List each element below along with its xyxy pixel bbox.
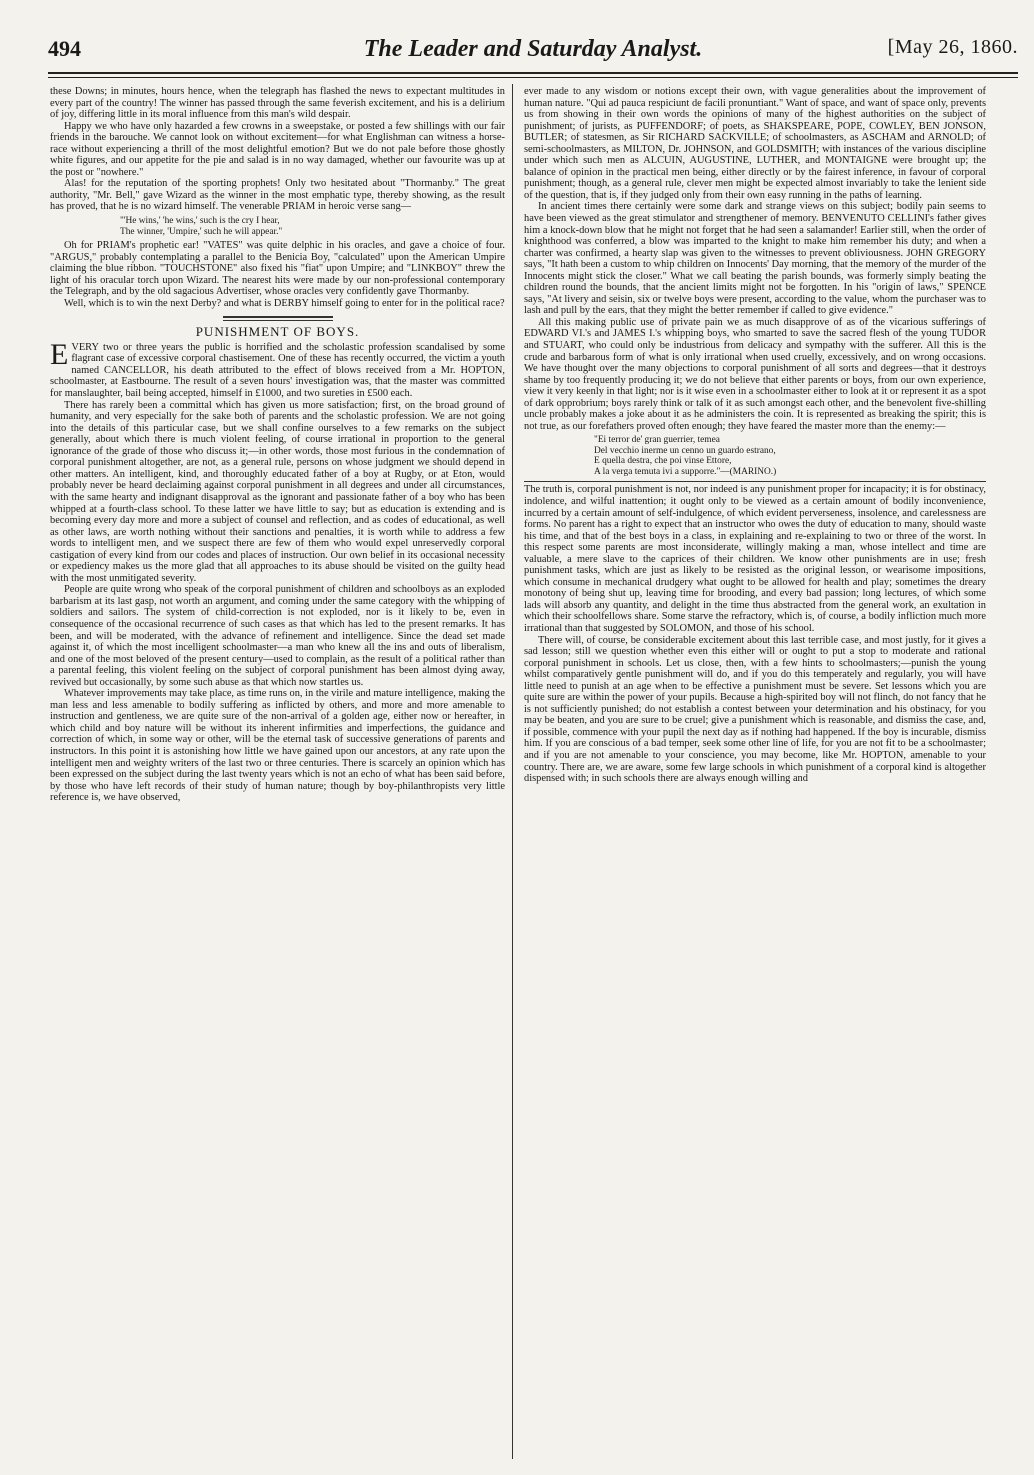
paragraph: The truth is, corporal punishment is not, nor indeed is any punishment proper for incapacity; it is for obstinacy, indolence, and wilful inattention; it ought only to be viewed as a certain amount of bodily inconvenience, incurred by a certain amount of self-indulgence, of which evident perverseness, insolence, and carelessness are forms. No parent has a right to expect that an instructor who owes the duty of education to many, should waste his time, and that of the best boys in a class, in explaining and re-explaining to two or three of the worst. In this respect some parents are most inconsiderate, willingly making a man, whose intellect and time are valuable, a mere slave to the caprices of their children. We know other punishments are in use; fresh punishment tasks, which are just as likely to be resisted as the original lesson, or wearisome impositions, which consume in mechanical drudgery what ought to be allowed for health and play; sometimes the dreary monotony of being shut up, leaving time for brooding, and every bad passion; long lectures, of which some lads will absorb any quantity, and delight in the time thus abstracted from the general work, an exultation in which their schoolfellows share. Some starve the refractory, which is, of course, a bodily infliction much more irrational than that suggested by SOLOMON, and those of his school. (524, 484, 986, 634)
section-separator (223, 316, 333, 321)
drop-cap: E (50, 337, 69, 371)
page-header (48, 36, 1018, 70)
right-column (524, 86, 986, 785)
verse-line: The winner, 'Umpire,' such he will appear." (120, 226, 283, 237)
paragraph: Whatever improvements may take place, as time runs on, in the virile and mature intelligence, making the man less and less amenable to bodily suffering as inflicted by others, and more and more amenable to instruction and gentleness, we are quite sure of the non-arrival of a golden age, either now or hereafter, in which child and boy nature will be without its inherent infirmities and imperfections, the guidance and correction of which, in some way or other, will be the eternal task of successive generations of parents and instructors. In this point it is astonishing how little we have gained upon our ancestors, at any rate upon the intelligent men and weighty writers of the last two or three centuries. There is scarcely an opinion which has been expressed on the subject during the last twenty years which is not an echo of what has been said before, by those who have left records of their study of human nature; though by boy-philanthropists very little reference is, we have observed, (50, 688, 505, 804)
verse-line: Del vecchio inerme un cenno un guardo estrano, (594, 445, 776, 456)
paragraph: ever made to any wisdom or notions except their own, with vague generalities about the improvement of human nature. "Qui ad pauca respiciunt de facili pronuntiant." Want of space, and want of space only, prevents us from showing in their own words the opinions of many of the highest authorities on the subject of punishment; of jurists, as PUFFENDORF; of poets, as SHAKSPEARE, POPE, COWLEY, BEN JONSON, BUTLER; of statesmen, as Sir RICHARD SACKVILLE; of schoolmasters, as ASCHAM and ARNOLD; of semi-schoolmasters, as MILTON, Dr. JOHNSON, and GOLDSMITH; with instances of the various discipline under which such men as ALCUIN, AUGUSTINE, LUTHER, and MONTAIGNE were brought up; the balance of opinion in the practical men being, either directly or by the fairest inference, in favour of corporal punishment; though, as a general rule, clever men might be expected almost invariably to take the lenient side of the question, that is, if they judged only from their own easy running in the paths of learning. (524, 86, 986, 201)
section-title: PUNISHMENT OF BOYS. (195, 324, 360, 340)
left-column (50, 86, 505, 804)
paragraph: All this making public use of private pain we as much disapprove of as of the vicarious sufferings of EDWARD VI.'s and JAMES I.'s whipping boys, who smarted to save the sacred flesh of the young TUDOR and STUART, who could only be industrious from delicacy and sympathy with the sufferer. All this is the crude and barbarous form of what is only irrational when used cruelly, excessively, and on wrong occasions. We have thought over the many objections to corporal punishment of all sorts and degrees—that it destroys shame by too frequently producing it; we do not believe that either parents or boys, from our own experience, view it very keenly in that light; nor is it wise even in a schoolmaster either to look at it or represent it as a spot of dark opprobrium; boys rarely think or talk of it as such amongst each other, and the benevolent five-shilling uncle probably makes a joke about it as he administers the coin. It is represented as breaking the spirit; this is not true, as our forefathers proved often enough; they have feared the master more than the enemy:— (524, 316, 986, 432)
column-divider (512, 84, 513, 1459)
column-cut-rule (524, 481, 986, 482)
paragraph (50, 337, 505, 400)
verse-quote (594, 435, 986, 477)
paragraph: Well, which is to win the next Derby? and what is DERBY himself going to enter for in the political race? (64, 297, 505, 309)
publication-title: The Leader and Saturday Analyst. (363, 36, 703, 62)
paragraph: Happy we who have only hazarded a few crowns in a sweepstake, or posted a few shillings with our fair friends in the barouche. We cannot look on without excitement—for what Englishman can witness a horse-race without experiencing a thrill of the most delightful emotion? But we do not pale before those ghostly white figures, and our appetite for the pie and salad is in no way damaged, whether our favourite was up at the post or "nowhere." (50, 120, 505, 178)
issue-date: [May 26, 1860. (887, 36, 1018, 58)
verse-line: E quella destra, che poi vinse Ettore, (594, 456, 732, 467)
paragraph: People are quite wrong who speak of the corporal punishment of children and schoolboys as an exploded barbarism at its last gasp, not worth an argument, and coming under the same category with the whipping of soldiers and sailors. The system of child-correction is not exploded, nor is it likely to be, even in consequence of the occasional recurrence of such cases as that which has led to the present remarks. It has been, and will be moderated, with the advance of refinement and intelligence. Since the dead set made against it, of which the most incelligent schoolmaster—a man who knew all the ins and outs of liberalism, and one of the most beloved of the present century—used to complain, as the result of a political rather than a parental feeling, this violent feeling on the subject of corporal punishment has been almost dying away, revived but occasionally, by some such abuse as that which now startles us. (50, 584, 505, 688)
paragraph-text: VERY two or three years the public is horrified and the scholastic profession scandalised by some flagrant case of excessive corporal chastisement. One of these has recently occurred, the victim a youth named CANCELLOR, his death attributed to the effect of blows received from a Mr. HOPTON, schoolmaster, at Eastbourne. The result of a seven hours' investigation was, that the master was committed for manslaughter, bail being accepted, himself in £1000, and two sureties in £500 each. (50, 341, 505, 400)
paragraph: There has rarely been a committal which has given us more satisfaction; first, on the broad ground of humanity, and very especially for the sake both of parents and the scholastic profession. We are not going into the details of this particular case, but we shall confine ourselves to a few remarks on the subject generally, about which there is much violent feeling, of course irrational in proportion to the general ignorance of the grade of those who discuss it;—in other words, those most furious in the condemnation of corporal punishment altogether, are not, as a general rule, persons on whose judgment we should depend in other matters. An intelligent, kind, and thoroughly educated father of a boy at Rugby, or at Eton, would probably never be heard declaiming against corporal punishment in all degrees and under all circumstances, with the same hearty and indignant disapproval as the ignorant and passionate father of a boy who has been whipped at a fourth-class school. To these latter we have little to say; but as education is extending and is becoming every day more and more a subject of counsel and reflection, and as codes of educational, as well as other laws, are worth nothing without their sanctions and penalties, it is worth while to address a few words to intelligent men, and we suspect there are few of them who would expel unreservedly corporal castigation of every kind from our codes and places of instruction. Our own belief in its occasional necessity or expediency makes us the more glad that all approaches to its abuse should be visited on the guilty head with the most unmitigated severity. (50, 399, 505, 584)
verse-quote (120, 216, 505, 237)
verse-line: A la verga temuta ivi a supporre."—(MARINO.) (594, 466, 777, 477)
verse-line: "'He wins,' 'he wins,' such is the cry I hear, (120, 216, 280, 227)
verse-line: "Ei terror de' gran guerrier, temea (594, 435, 720, 446)
paragraph: Oh for PRIAM's prophetic ear! "VATES" was quite delphic in his oracles, and gave a choice of four. "ARGUS," probably contemplating a parallel to the Benicia Boy, "calculated" upon the American Umpire claiming the blue ribbon. "TOUCHSTONE" also fixed his "fiat" upon Umpire; and "LINKBOY" threw the light of his oracular torch upon Wizard. The nearest hits were made by our non-professional contemporary the Telegraph, and by the old sagacious Advertiser, whose oracles very confidently gave Thormanby. (50, 240, 505, 298)
paragraph: There will, of course, be considerable excitement about this last terrible case, and most justly, for it gives a sad lesson; still we question whether even this either will or ought to put a stop to moderate and rational corporal punishment in schools. Let us close, then, with a few hints to schoolmasters;—punish the young whilst comparatively gentle punishment will do, and if you do this temperately and regularly, you will have little need to punish at an age when to be effective a punishment must be severe. Set lessons which you are quite sure are within the power of your pupils. Because a high-spirited boy will not flinch, do not fancy that he is not sufficiently punished; do not establish a contest between your determination and his obstinacy, for you may be beaten, and you are sure to be cruel; give a punishment which is reasonable, and dismiss the case, and, if possible, commence with your pupil the next day as if nothing had happened. If the boy is incurable, dismiss him. If you are conscious of a bad temper, seek some other line of life, for you are not fit to be a schoolmaster; and if you are not amenable to your conscience, you may become, like Mr. HOPTON, amenable to your country. There are, we are aware, some few large schools in which punishment of a corporal kind is altogether dispensed with; in such schools there are always enough willing and (524, 634, 986, 785)
header-rule (48, 72, 1018, 74)
paragraph: Alas! for the reputation of the sporting prophets! Only two hesitated about "Thormanby." The great authority, "Mr. Bell," gave Wizard as the winner in the most emphatic type, thereby showing, as the result has proved, that he is no wizard himself. The venerable PRIAM in heroic verse sang— (50, 178, 505, 213)
paragraph: these Downs; in minutes, hours hence, when the telegraph has flashed the news to expectant multitudes in every part of the country! The winner has passed through the same feverish excitement, and his is a delirium of joy, differing little in its moral influence from this man's wild despair. (50, 86, 505, 121)
header-rule-thin (48, 77, 1018, 78)
paragraph: In ancient times there certainly were some dark and strange views on this subject; bodily pain seems to have been viewed as the great stimulator and strengthener of memory. BENVENUTO CELLINI's father gives him a knock-down blow that he might not forget that he had seen a salamander! Earlier still, when the order of knighthood was conferred, a blow was imparted to the knight to make him remember his duty; and when a charter was confirmed, a hearty slap was given to the witnesses to prevent obliviousness. JOHN GREGORY says, "It hath been a custom to whip children on Innocents' Day morning, that the memory of the murder of the Innocents might stick the closer." What we call beating the parish bounds, was formerly simply beating the children round the bounds, that the ancient limits might not be forgotten. In his "origin of laws," SPENCE says, "At livery and seisin, six or twelve boys were present, according to the value, whom the purchaser was to lash and pull by the ears, that they might the better remember if called to give evidence." (524, 201, 986, 317)
page-number: 494 (48, 36, 81, 61)
